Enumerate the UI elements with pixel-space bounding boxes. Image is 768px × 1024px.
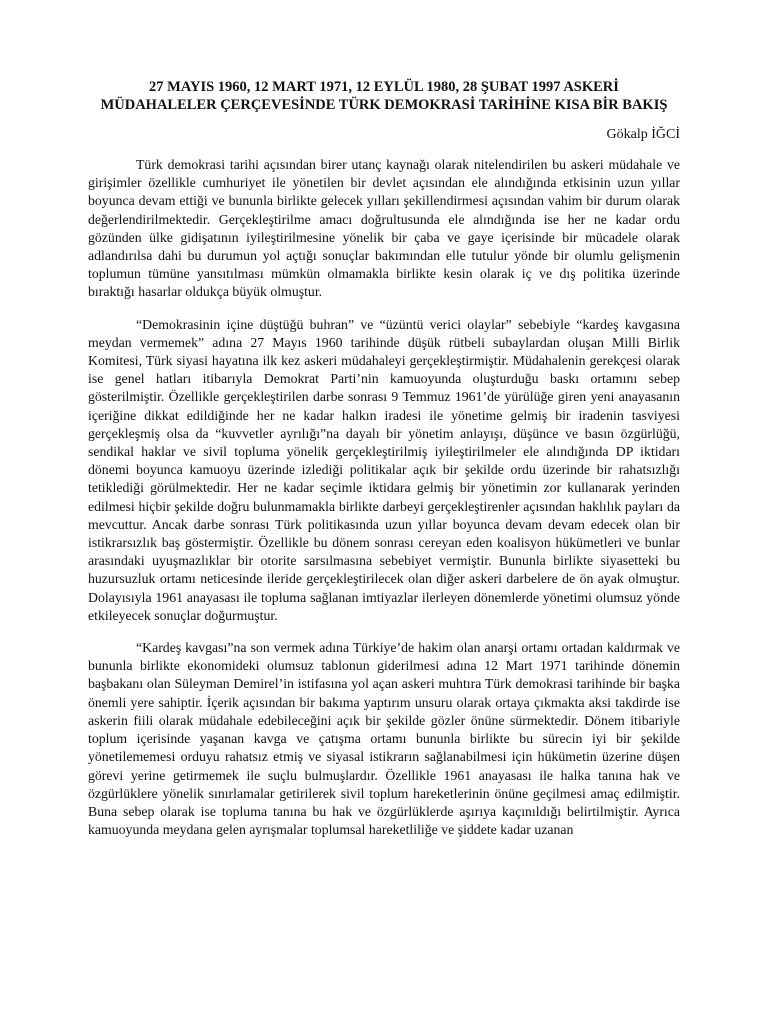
paragraph-2: “Demokrasinin içine düştüğü buhran” ve “üzüntü verici olaylar” sebebiyle “kardeş kavgasına meydan vermemek” adına 27 Mayıs 1960 tarihinde düşük rütbeli subaylardan oluşan Milli Birlik Komitesi, Türk siyasi hayatına ilk kez askeri müdahaleyi gerçekleştirmiştir. Müdahalenin gerekçesi olarak ise genel hatları itibarıyla Demokrat Parti’nin kamuoyunda oluşturduğu baskı ortamını sebep gösterilmiştir. Özellikle gerçekleştirilen darbe sonrası 9 Temmuz 1961’de yürülüğe giren yeni anayasanın içeriğine dikkat edildiğinde her ne kadar halkın iradesi ile yönetime gelmiş bir iradenin tasviyesi gerçekleşmiş olsa da “kuvvetler ayrılığı”na dayalı bir yönetim anlayışı, düşünce ve basın özgürlüğü, sendikal haklar ve sivil topluma yönelik gerçekleştirilmiş iyileştirilmeler ele alındığında DP iktidarı dönemi boyunca kamuoyu üzerinde izlediği politikalar açık bir şekilde ordu üzerinde bir rahatsızlığı tetiklediği görülmektedir. Her ne kadar seçimle iktidara gelmiş bir yönetimin zor kullanarak yerinden edilmesi hiçbir şekilde doğru bulunmamakla birlikte darbeyi gerçekleştirenler açısından haklılık payları da mevcuttur. Ancak darbe sonrası Türk politikasında uzun yıllar boyunca devam devam edecek olan bir istikrarsızlık baş göstermiştir. Özellikle bu dönem sonrası cereyan eden koalisyon hükümetleri ve bunlar arasındaki uyuşmazlıklar bir otorite sarsılmasına sebebiyet vermiştir. Bununla birlikte siyasetteki bu huzursuzluk ortamı neticesinde ileride gerçekleştirilecek olan diğer askeri darbelere de ön ayak olmuştur. Dolayısıyla 1961 anayasası ile topluma sağlanan imtiyazlar ilerleyen dönemlerde yönetimi olumsuz yönde etkileyecek sonuçlar doğurmuştur. (88, 316, 680, 623)
paragraph-1: Türk demokrasi tarihi açısından birer utanç kaynağı olarak nitelendirilen bu askeri müdahale ve girişimler özellikle cumhuriyet ile yönetilen bir devlet açısından ele alındığında etkisinin uzun yıllar boyunca devam ettiği ve bununla birlikte gelecek yılları şekillendirmesi açısından vahim bir durum olarak değerlendirilmektedir. Gerçekleştirilme amacı doğrultusunda ele alındığında ise her ne kadar ordu gözünden ülke gidişatının iyileştirilmesine yönelik bir çaba ve gaye içerisinde bir mücadele olarak adlandırılsa dahi bu durumun yol açtığı sonuçlar bakımından elle tutulur yönde bir olumlu gelişmenin toplumun tümüne yansıtılması mümkün olmamakla birlikte kesin olarak iç ve dış politika üzerinde bıraktığı hasarlar oldukça büyük olmuştur. (88, 157, 680, 300)
author-name: Gökalp İĞCİ (606, 127, 680, 142)
paragraph-3: “Kardeş kavgası”na son vermek adına Türkiye’de hakim olan anarşi ortamı ortadan kaldırmak ve bununla birlikte ekonomideki olumsuz tablonun giderilmesi adına 12 Mart 1971 tarihinde dönemin başbakanı olan Süleyman Demirel’in istifasına yol açan askeri muhtıra Türk demokrasi tarihinde bir başka önemli yere sahiptir. İçerik açısından bir bakıma yaptırım unsuru olarak ortaya çıkmakta aksi takdirde ise askerin fiili olarak müdahale edebileceğini açık bir şekilde gözler önüne sürmektedir. Dönem itibariyle toplum içerisinde yaşanan kavga ve çatışma ortamı bununla birlikte bu sürecin iyi bir şekilde yönetilememesi orduyu rahatsız etmiş ve siyasal istikrarın sağlanabilmesi için hükümetin üzerine düşen görevi yerine getirmemek ile suçlu bulmuşlardır. Özellikle 1961 anayasası ile halka tanına hak ve özgürlüklere yönelik sınırlamalar getirilerek sivil toplum hareketlerinin önüne geçilmesi amaç edilmiştir. Buna sebep olarak ise topluma tanına bu hak ve özgürlüklerde aşırıya kaçınıldığı belirtilmiştir. Ayrıca kamuoyunda meydana gelen ayrışmalar toplumsal hareketliliğe ve şiddete kadar uzanan (88, 640, 680, 838)
document-title: 27 MAYIS 1960, 12 MART 1971, 12 EYLÜL 1980, 28 ŞUBAT 1997 ASKERİ MÜDAHALELER ÇERÇEVESİNDE TÜRK DEMOKRASİ TARİHİNE KISA BİR BAKIŞ (100, 79, 668, 113)
document-page (88, 78, 680, 839)
